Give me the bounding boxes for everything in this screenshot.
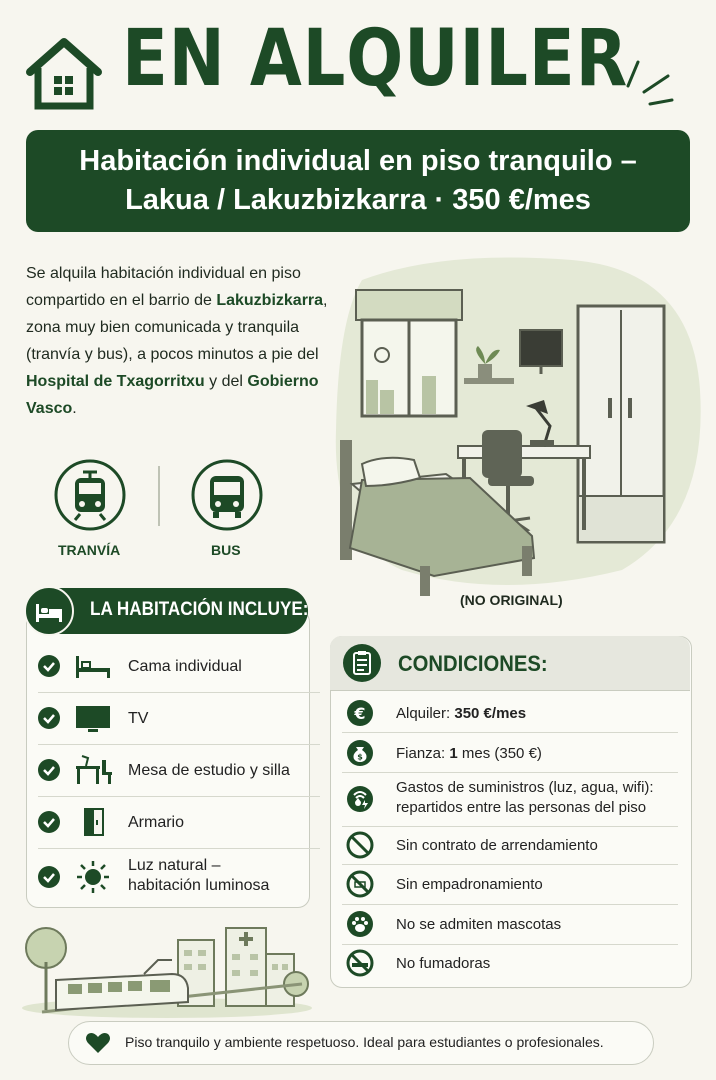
- svg-text:€: €: [354, 704, 366, 723]
- conditions-title: CONDICIONES:: [398, 651, 548, 676]
- headline-line-1: Habitación individual en piso tranquilo –: [79, 145, 637, 177]
- check-icon: [38, 655, 60, 677]
- money-bag-icon: [346, 739, 374, 767]
- illustration-caption: (NO ORIGINAL): [460, 592, 563, 608]
- wardrobe-icon: [82, 806, 106, 838]
- description-part: y del: [204, 373, 248, 390]
- check-icon: [38, 707, 60, 729]
- check-icon: [38, 759, 60, 781]
- room-illustration: [322, 250, 708, 596]
- tram-icon: [53, 458, 127, 532]
- page-title: EN ALQUILER: [122, 14, 629, 104]
- tram-label: TRANVÍA: [58, 542, 121, 558]
- house-icon: [24, 36, 104, 110]
- list-item: [342, 864, 678, 905]
- no-smoking-icon: [346, 949, 374, 977]
- list-item: [342, 732, 678, 773]
- footer-text: Piso tranquilo y ambiente respetuoso. Ideal para estudiantes o profesionales.: [125, 1034, 604, 1050]
- list-item: [342, 826, 678, 865]
- no-smokers-text: No fumadoras: [396, 955, 491, 972]
- rent-label: Alquiler:: [396, 705, 455, 722]
- no-pets-text: No se admiten mascotas: [396, 916, 562, 933]
- footer-banner: [68, 1021, 654, 1065]
- utilities-icon: [346, 785, 374, 813]
- government-name: Gobierno Vasco: [26, 373, 319, 417]
- item-label: TV: [128, 710, 149, 727]
- bus-label: BUS: [211, 542, 241, 558]
- item-label: Luz natural –: [128, 857, 221, 874]
- no-registration-icon: [346, 870, 374, 898]
- no-contract-icon: [346, 831, 374, 859]
- list-item: [342, 772, 678, 827]
- item-label: Mesa de estudio y silla: [128, 762, 290, 779]
- utilities-line-2: repartidos entre las personas del piso: [396, 799, 647, 816]
- bed-icon: [24, 586, 74, 636]
- headline-line-2: Lakua / Lakuzbizkarra · 350 €/mes: [125, 184, 591, 216]
- deposit-value: 1: [449, 745, 458, 762]
- rent-text: [396, 704, 526, 724]
- bus-icon: [190, 458, 264, 532]
- conditions-header: [330, 636, 690, 691]
- sun-icon: [76, 860, 110, 894]
- list-item: [38, 692, 320, 745]
- neighborhood-name: Lakuzbizkarra: [216, 292, 324, 309]
- svg-text:$: $: [357, 752, 363, 762]
- city-illustration: [22, 914, 312, 1018]
- includes-title: LA HABITACIÓN INCLUYE:: [90, 599, 309, 620]
- tv-icon: [74, 704, 112, 734]
- conditions-list: [330, 692, 690, 984]
- utilities-line-1: Gastos de suministros (luz, agua, wifi):: [396, 779, 654, 796]
- deposit-label: Fianza:: [396, 745, 450, 762]
- heart-icon: [85, 1032, 111, 1054]
- item-label: Cama individual: [128, 658, 242, 675]
- includes-header: [26, 588, 308, 634]
- paw-icon: [346, 910, 374, 938]
- divider: [158, 466, 160, 526]
- list-item: [38, 640, 320, 693]
- list-item: [38, 744, 320, 797]
- headline-banner: [26, 130, 690, 232]
- deposit-rest: mes (350 €): [457, 745, 542, 762]
- item-label: Armario: [128, 814, 185, 831]
- list-item: [342, 944, 678, 982]
- clipboard-icon: [342, 643, 382, 683]
- bed-icon: [74, 652, 112, 680]
- sparkle-icon: [620, 52, 680, 108]
- list-item: [342, 692, 678, 733]
- check-icon: [38, 866, 60, 888]
- check-icon: [38, 811, 60, 833]
- description-part: , zona muy bien comunicada y tranquila (tranvía y bus), a pocos minutos a pie del: [26, 292, 328, 363]
- hospital-name: Hospital de Txagorritxu: [26, 373, 205, 390]
- description-part: .: [72, 400, 77, 417]
- description-part: Se alquila habitación individual en piso compartido en el barrio de: [26, 265, 301, 309]
- no-contract-text: Sin contrato de arrendamiento: [396, 837, 598, 854]
- list-item: [38, 796, 320, 849]
- rent-value: 350 €/mes: [454, 705, 527, 722]
- euro-icon: [346, 699, 374, 727]
- list-item: [342, 904, 678, 945]
- description-text: [26, 260, 336, 422]
- item-label-2: habitación luminosa: [128, 877, 270, 894]
- includes-list: [26, 640, 322, 906]
- deposit-text: [396, 744, 542, 764]
- no-registration-text: Sin empadronamiento: [396, 876, 543, 893]
- list-item: [38, 848, 320, 906]
- desk-icon: [74, 754, 114, 786]
